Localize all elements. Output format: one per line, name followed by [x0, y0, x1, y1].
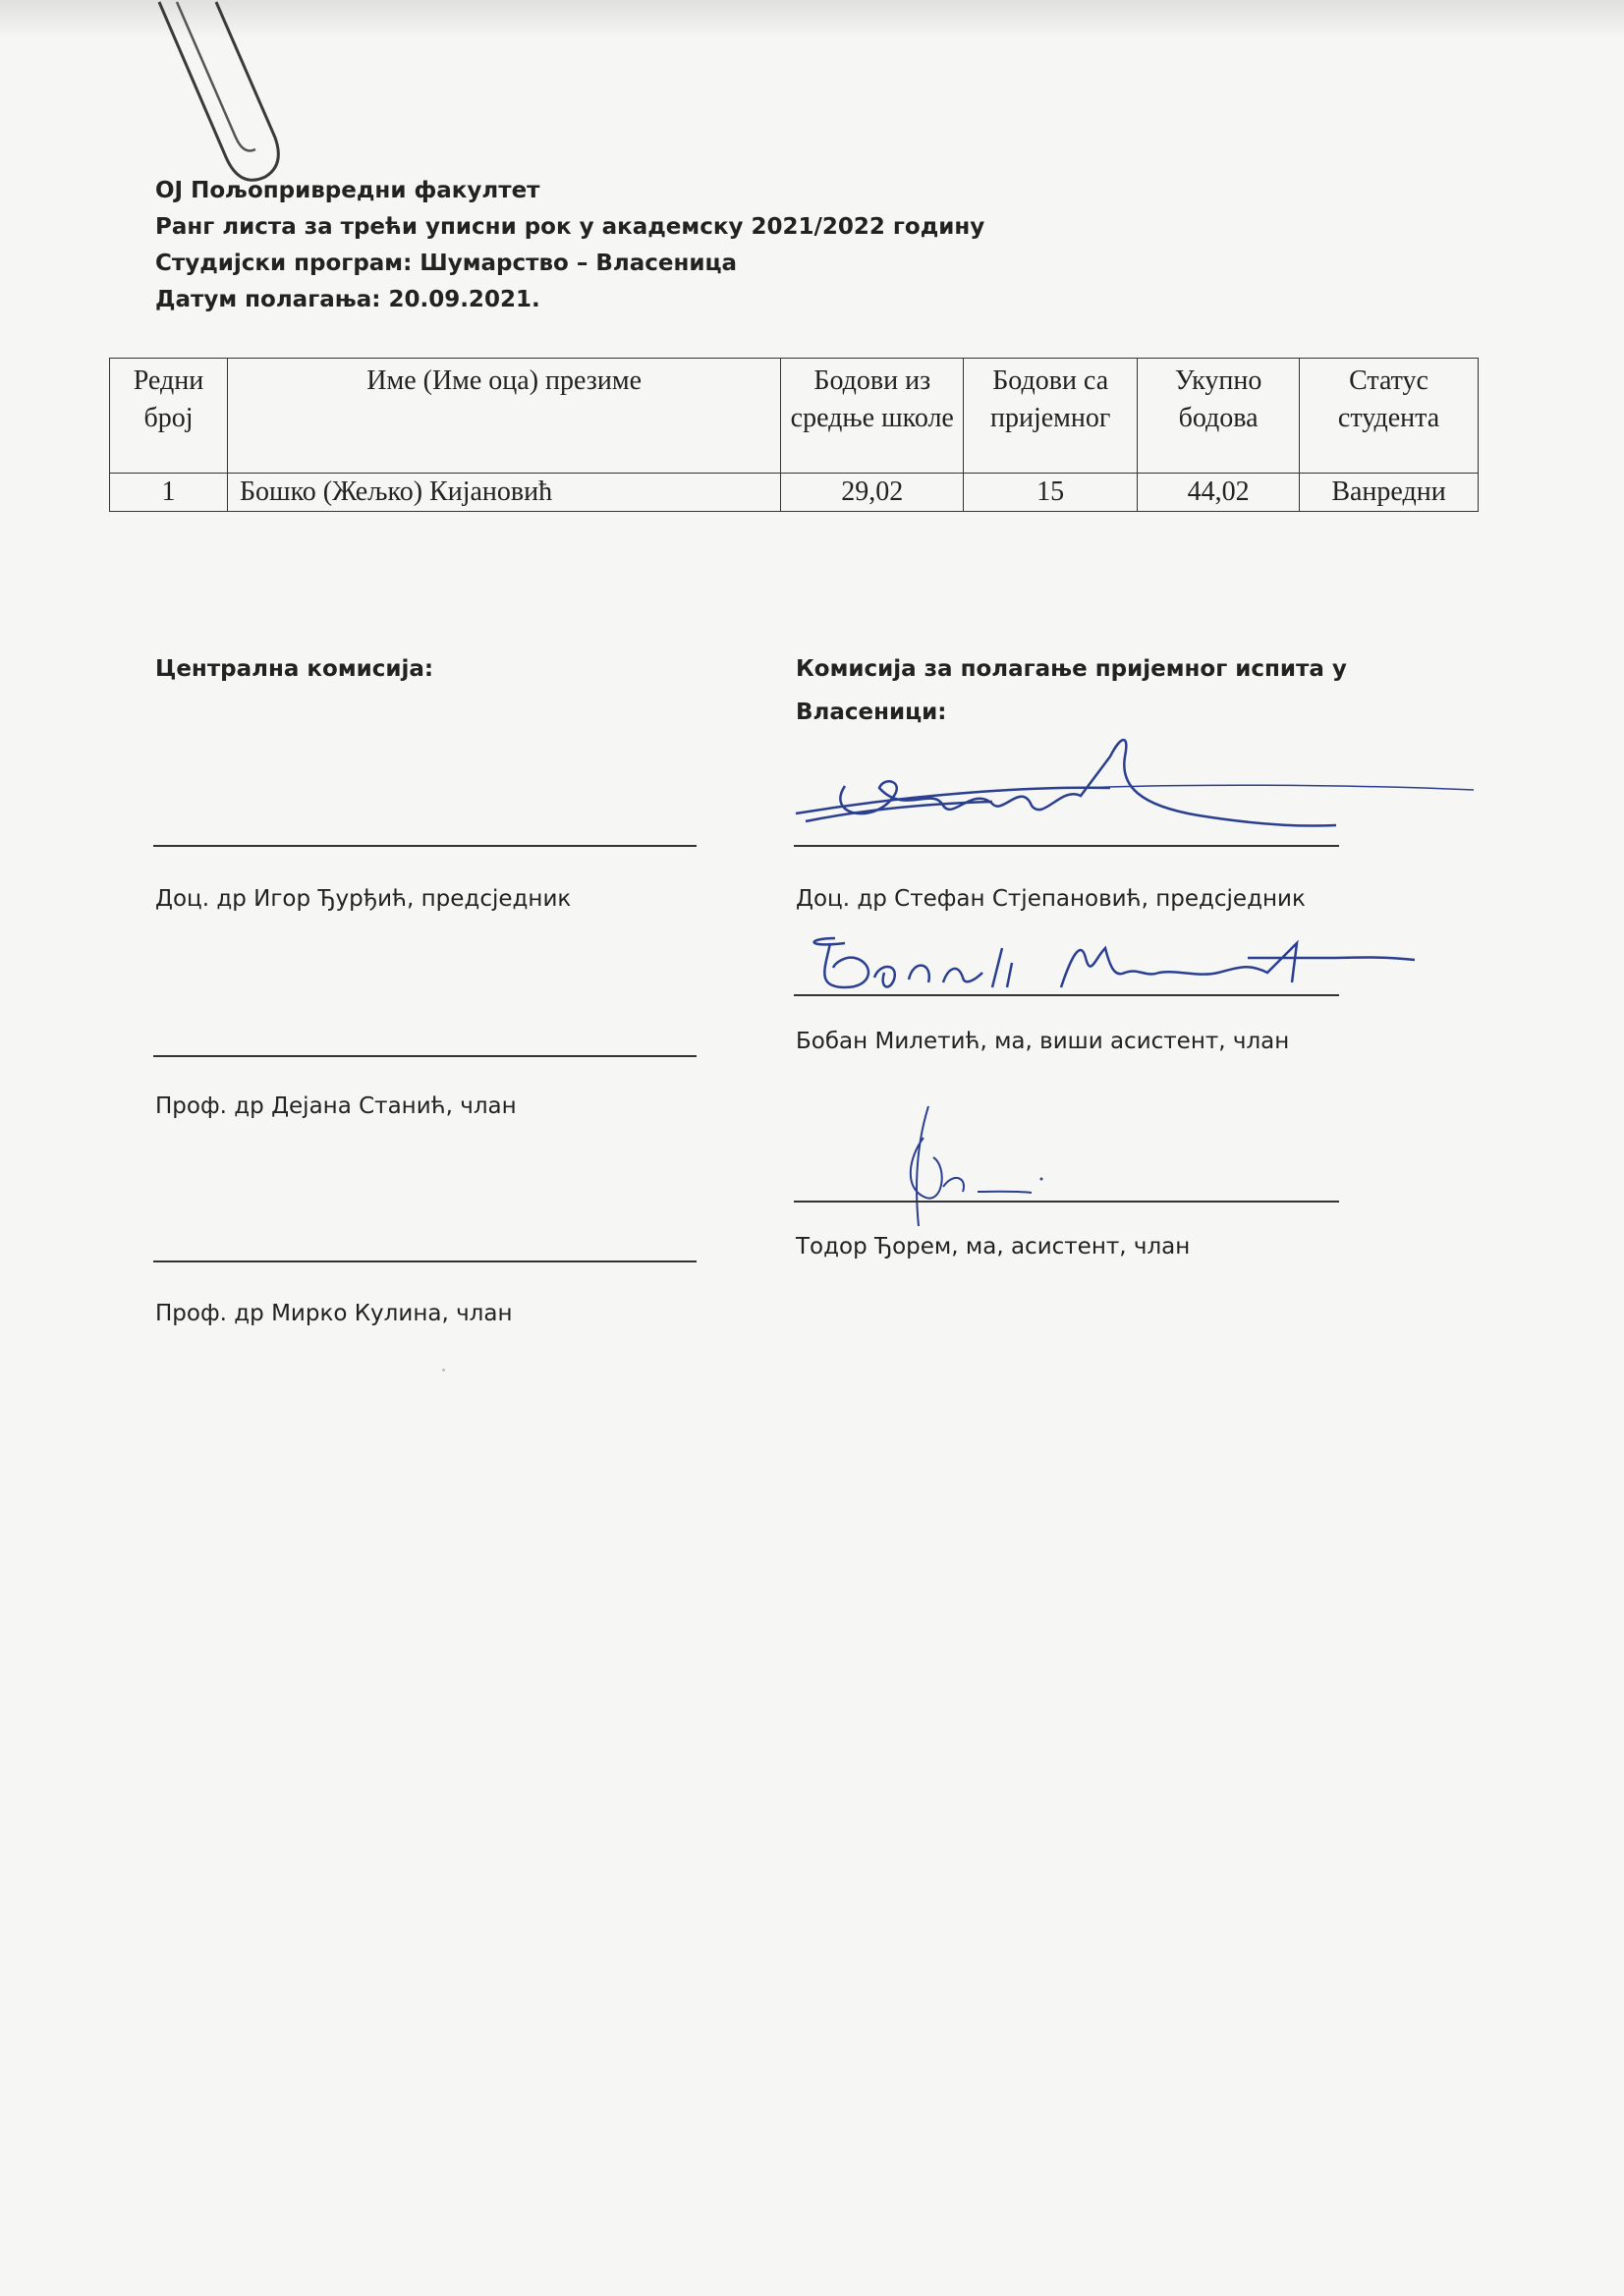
- signature-line: [153, 845, 697, 847]
- exam-date: Датум полагања: 20.09.2021.: [155, 287, 540, 312]
- faculty-name: ОЈ Пољопривредни факултет: [155, 178, 540, 203]
- local-commission-title-line2: Власеници:: [796, 700, 947, 725]
- local-member-3: Тодор Ђорем, ма, асистент, члан: [796, 1234, 1191, 1260]
- scan-speck: [442, 1369, 445, 1372]
- list-title: Ранг листа за трећи уписни рок у академску 2021/2022 годину: [155, 214, 985, 240]
- central-member-3: Проф. др Мирко Кулина, члан: [155, 1301, 513, 1326]
- signature-line: [153, 1260, 697, 1262]
- table-header-row: [110, 359, 1479, 474]
- signature-line: [794, 845, 1339, 847]
- cell-exam-points: 15: [964, 474, 1138, 512]
- column-header-exam-points: Бодови са пријемног: [964, 359, 1138, 474]
- paper-clip-icon: [138, 0, 295, 196]
- table-row: [110, 474, 1479, 512]
- local-member-1: Доц. др Стефан Стјепановић, предсједник: [796, 886, 1306, 912]
- signature-line: [794, 994, 1339, 996]
- central-member-2: Проф. др Дејана Станић, члан: [155, 1093, 517, 1119]
- central-member-1: Доц. др Игор Ђурђић, предсједник: [155, 886, 572, 912]
- ranking-table: [109, 358, 1479, 512]
- local-member-2: Бобан Милетић, ма, виши асистент, члан: [796, 1029, 1290, 1054]
- handwritten-signature-icon: [894, 1098, 1051, 1236]
- cell-name: Бошко (Жељко) Кијановић: [227, 474, 780, 512]
- study-program: Студијски програм: Шумарство – Власеница: [155, 251, 738, 276]
- column-header-school-points: Бодови из средње школе: [781, 359, 964, 474]
- column-header-status: Статус студента: [1300, 359, 1479, 474]
- signature-line: [153, 1055, 697, 1057]
- cell-no: 1: [110, 474, 228, 512]
- column-header-total: Укупно бодова: [1138, 359, 1300, 474]
- column-header-no: Редни број: [110, 359, 228, 474]
- handwritten-signature-icon: [786, 727, 1484, 855]
- cell-status: Ванредни: [1300, 474, 1479, 512]
- central-commission-title: Централна комисија:: [155, 656, 434, 682]
- cell-total: 44,02: [1138, 474, 1300, 512]
- column-header-name: Име (Име оца) презиме: [227, 359, 780, 474]
- signature-line: [794, 1201, 1339, 1203]
- local-commission-title-line1: Комисија за полагање пријемног испита у: [796, 656, 1347, 682]
- cell-school-points: 29,02: [781, 474, 964, 512]
- document-header: [155, 173, 984, 318]
